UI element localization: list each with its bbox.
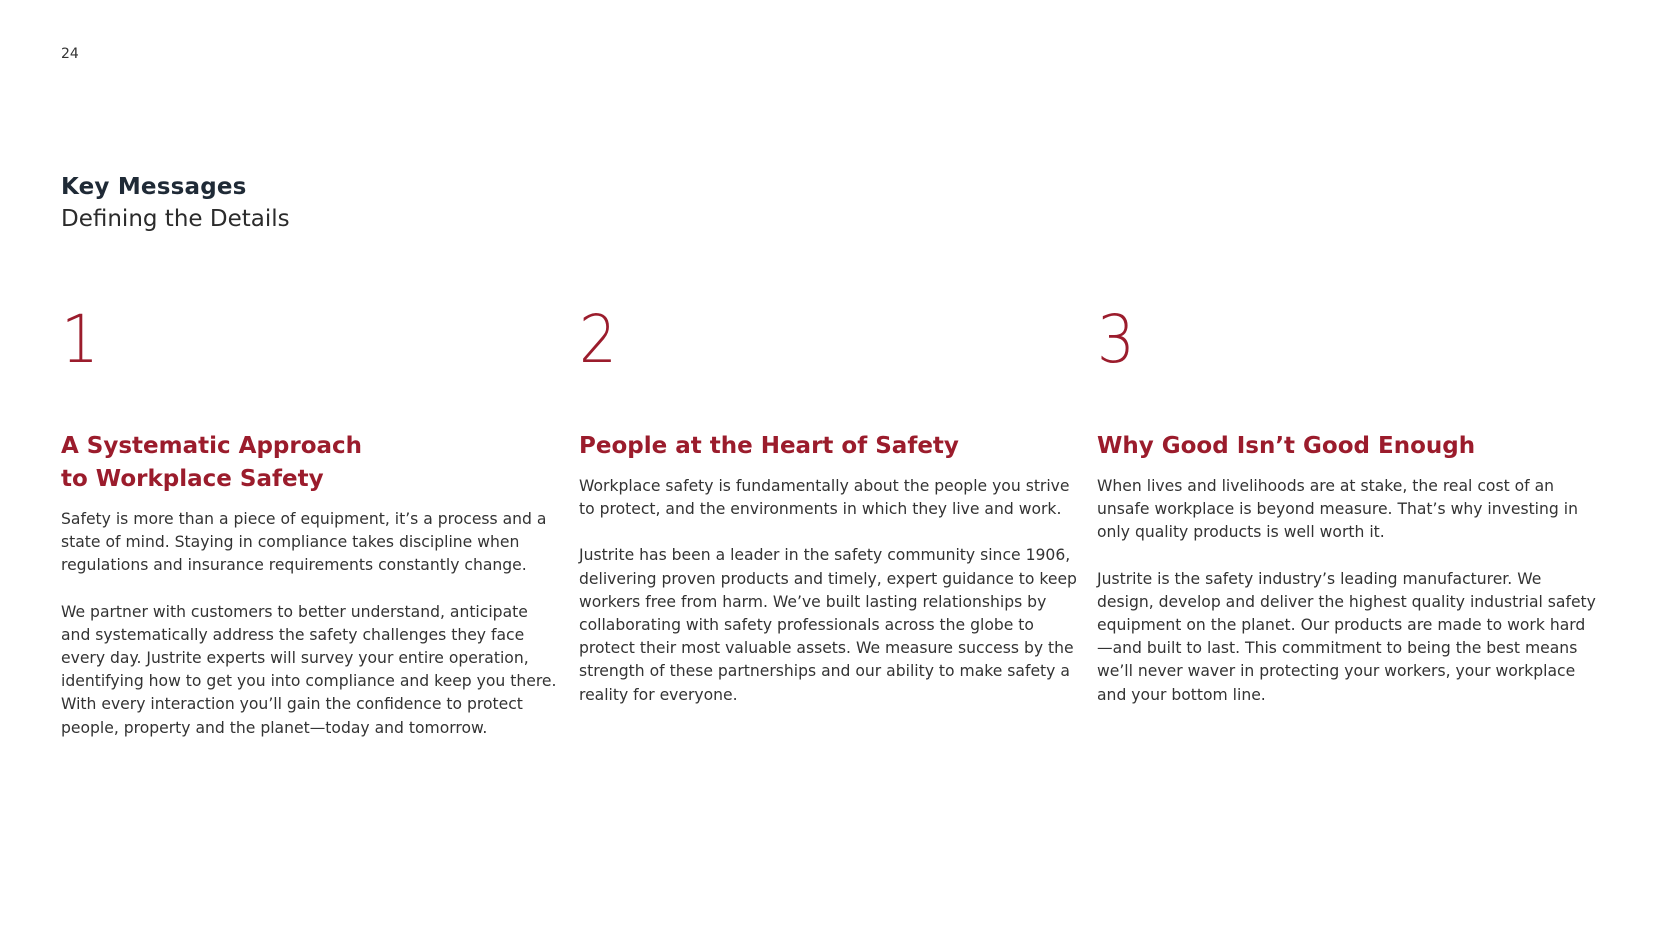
column-body [61,508,561,740]
body-paragraph: Workplace safety is fundamentally about the people you strive to protect, and the environments in which they live and work. [579,477,1070,519]
column-body [1097,475,1597,707]
key-message-column-2 [579,300,1079,730]
page-title: Key Messages [61,174,247,200]
body-paragraph: Justrite has been a leader in the safety community since 1906, delivering proven products and timely, expert guidance to keep workers free from harm. We’ve built lasting relationships by collaborating with safety professionals across the globe to protect their most valuable assets. We measure success by the strength of these partnerships and our ability to make safety a reality for everyone. [579,546,1077,704]
body-paragraph: We partner with customers to better understand, anticipate and systematically address the safety challenges they face every day. Justrite experts will survey your entire operation, identifying how to get you into compliance and keep you there. With every interaction you’ll gain the confidence to protect people, property and the planet—today and tomorrow. [61,602,557,737]
body-paragraph: When lives and livelihoods are at stake, the real cost of an unsafe workplace is beyond measure. That’s why investing in only quality products is well worth it. [1097,477,1578,542]
page-number: 24 [61,46,79,62]
body-paragraph: Justrite is the safety industry’s leading manufacturer. We design, develop and deliver the highest quality industrial safety equipment on the planet. Our products are made to work hard—and built to last. This commitment to being the best means we’ll never waver in protecting your workers, your workplace and your bottom line. [1097,569,1596,704]
key-message-column-3 [1097,300,1597,730]
page-subtitle: Defining the Details [61,206,290,232]
body-paragraph: Safety is more than a piece of equipment, it’s a process and a state of mind. Staying in compliance takes discipline when regulations and insurance requirements constantly change. [61,510,547,575]
column-title-line: People at the Heart of Safety [579,433,959,459]
column-title-line: Why Good Isn’t Good Enough [1097,433,1476,459]
column-title-line: to Workplace Safety [61,466,324,492]
column-number: 2 [579,301,617,378]
column-title-line: A Systematic Approach [61,433,363,459]
section-heading [61,172,290,236]
key-message-column-1 [61,300,561,763]
column-title [1097,430,1597,463]
column-body [579,475,1079,707]
column-title [579,430,1079,463]
column-title [61,430,561,496]
column-number: 3 [1097,301,1135,378]
column-number: 1 [61,301,99,378]
